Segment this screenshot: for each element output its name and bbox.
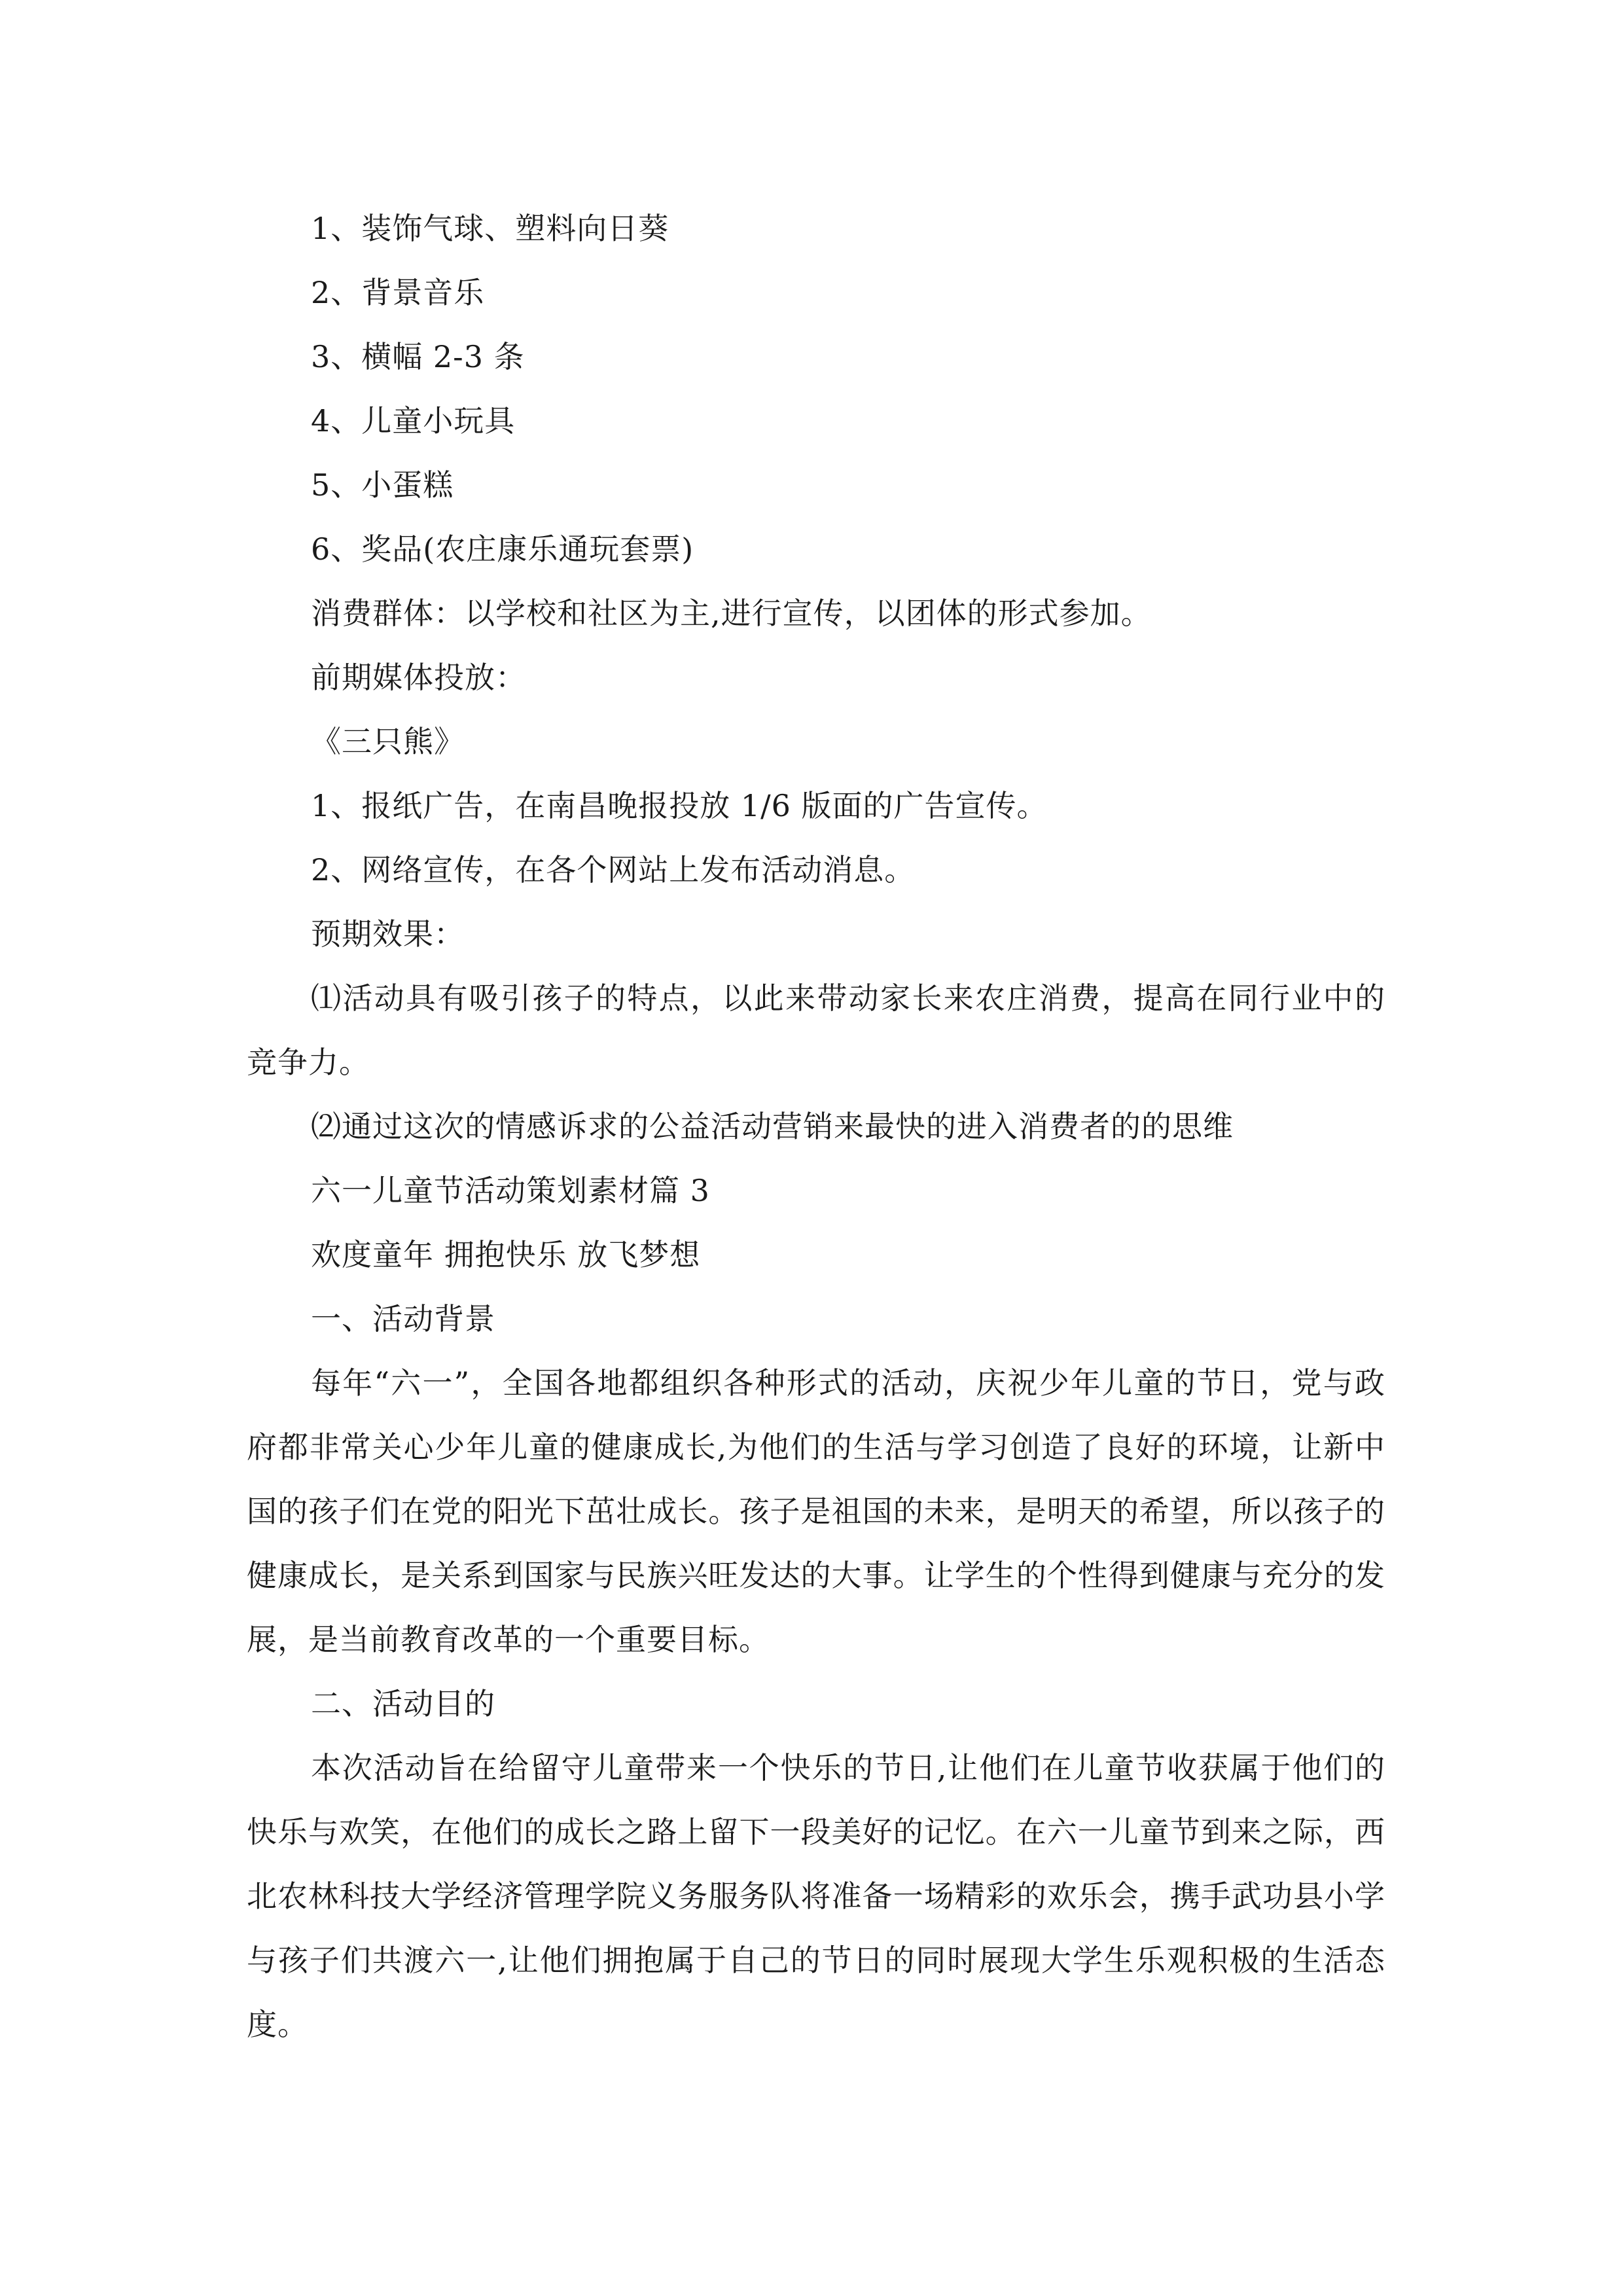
- effect-paragraph-1: ⑴活动具有吸引孩子的特点，以此来带动家长来农庄消费，提高在同行业中的竞争力。: [247, 980, 1385, 1080]
- expected-effect-heading: 预期效果：: [311, 916, 465, 952]
- effect-line-2: ⑵通过这次的情感诉求的公益活动营销来最快的进入消费者的的思维: [311, 1109, 1234, 1144]
- media-item-online: 2、网络宣传，在各个网站上发布活动消息。: [311, 852, 916, 888]
- background-paragraph: 每年“六一”，全国各地都组织各种形式的活动，庆祝少年儿童的节日，党与政府都非常关心少年儿童的健康成长,为他们的生活与学习创造了良好的环境，让新中国的孩子们在党的阳光下茁壮成长。孩子是祖国的未来，是明天的希望，所以孩子的健康成长，是关系到国家与民族兴旺发达的大事。让学生的个性得到健康与充分的发展，是当前教育改革的一个重要目标。: [247, 1365, 1385, 1657]
- background-heading: 一、活动背景: [311, 1301, 495, 1336]
- media-heading: 前期媒体投放：: [311, 660, 526, 695]
- purpose-heading: 二、活动目的: [311, 1686, 495, 1721]
- section-title: 六一儿童节活动策划素材篇 3: [311, 1173, 710, 1208]
- document-body: [247, 196, 1385, 2056]
- purpose-paragraph: 本次活动旨在给留守儿童带来一个快乐的节日,让他们在儿童节收获属于他们的快乐与欢笑，在他们的成长之路上留下一段美好的记忆。在六一儿童节到来之际，西北农林科技大学经济管理学院义务服务队将准备一场精彩的欢乐会，携手武功县小学与孩子们共渡六一,让他们拥抱属于自己的节日的同时展现大学生乐观积极的生活态度。: [247, 1750, 1385, 2042]
- list-item-prizes: 6、奖品(农庄康乐通玩套票): [311, 531, 694, 567]
- list-item-cake: 5、小蛋糕: [311, 467, 454, 503]
- book-title: 《三只熊》: [311, 724, 465, 759]
- consumer-group-text: 消费群体：以学校和社区为主,进行宣传，以团体的形式参加。: [311, 596, 1152, 631]
- slogan-line: 欢度童年 拥抱快乐 放飞梦想: [311, 1237, 701, 1272]
- list-item-music: 2、背景音乐: [311, 275, 485, 310]
- list-item-toys: 4、儿童小玩具: [311, 403, 516, 439]
- list-item-balloons: 1、装饰气球、塑料向日葵: [311, 211, 669, 246]
- list-item-banner: 3、横幅 2-3 条: [311, 339, 525, 374]
- media-item-newspaper: 1、报纸广告，在南昌晚报投放 1/6 版面的广告宣传。: [311, 788, 1048, 823]
